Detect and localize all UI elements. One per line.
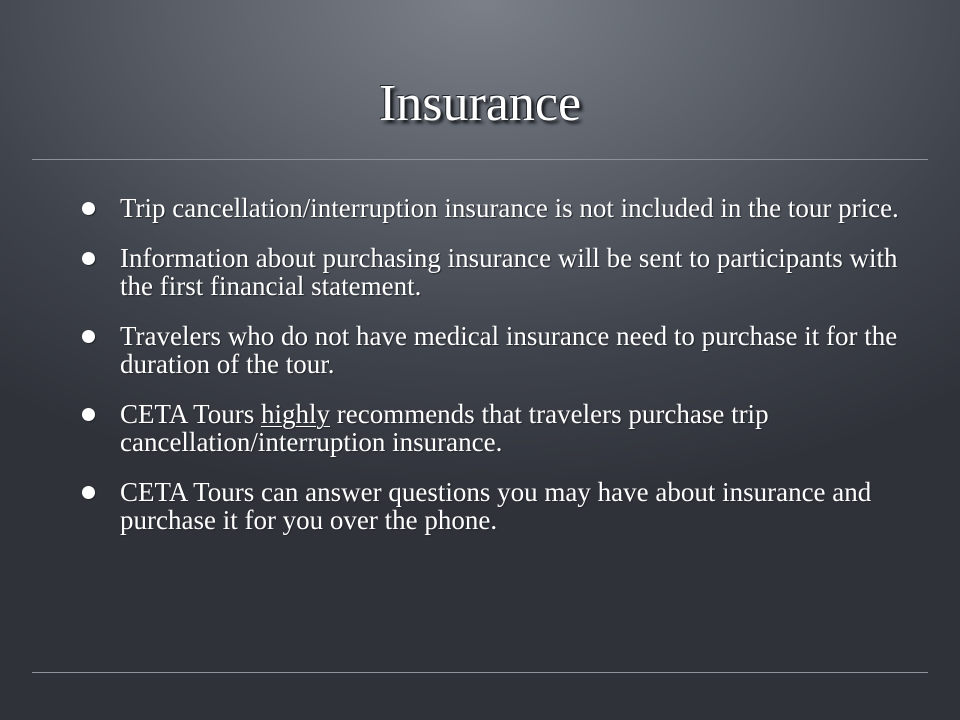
bullet-dot-icon [82,202,95,215]
bullet-emphasis: highly [260,399,330,429]
bullet-text: Information about purchasing insurance will be sent to participants with the first financial statement. [120,243,898,301]
bullet-item [80,322,910,378]
bullet-text: Travelers who do not have medical insurance need to purchase it for the duration of the tour. [120,321,898,379]
bullet-text: Trip cancellation/interruption insurance is not included in the tour price. [120,193,899,223]
bullet-text-after: recommends that travelers purchase trip cancellation/interruption insurance. [120,399,769,457]
slide-title: Insurance [378,75,582,132]
bullet-dot-icon [82,330,95,343]
bullet-item [80,400,910,456]
bullet-text: CETA Tours can answer questions you may have about insurance and purchase it for you over the phone. [120,477,872,535]
bullet-dot-icon [82,486,95,499]
bullet-item [80,478,910,534]
bullet-dot-icon [82,408,95,421]
bullet-list [80,194,910,556]
bullet-dot-icon [82,252,95,265]
bullet-text-before: CETA Tours [120,399,261,429]
bullet-item [80,244,910,300]
title-divider [32,159,928,160]
bullet-item [80,194,910,222]
footer-divider [32,672,928,673]
